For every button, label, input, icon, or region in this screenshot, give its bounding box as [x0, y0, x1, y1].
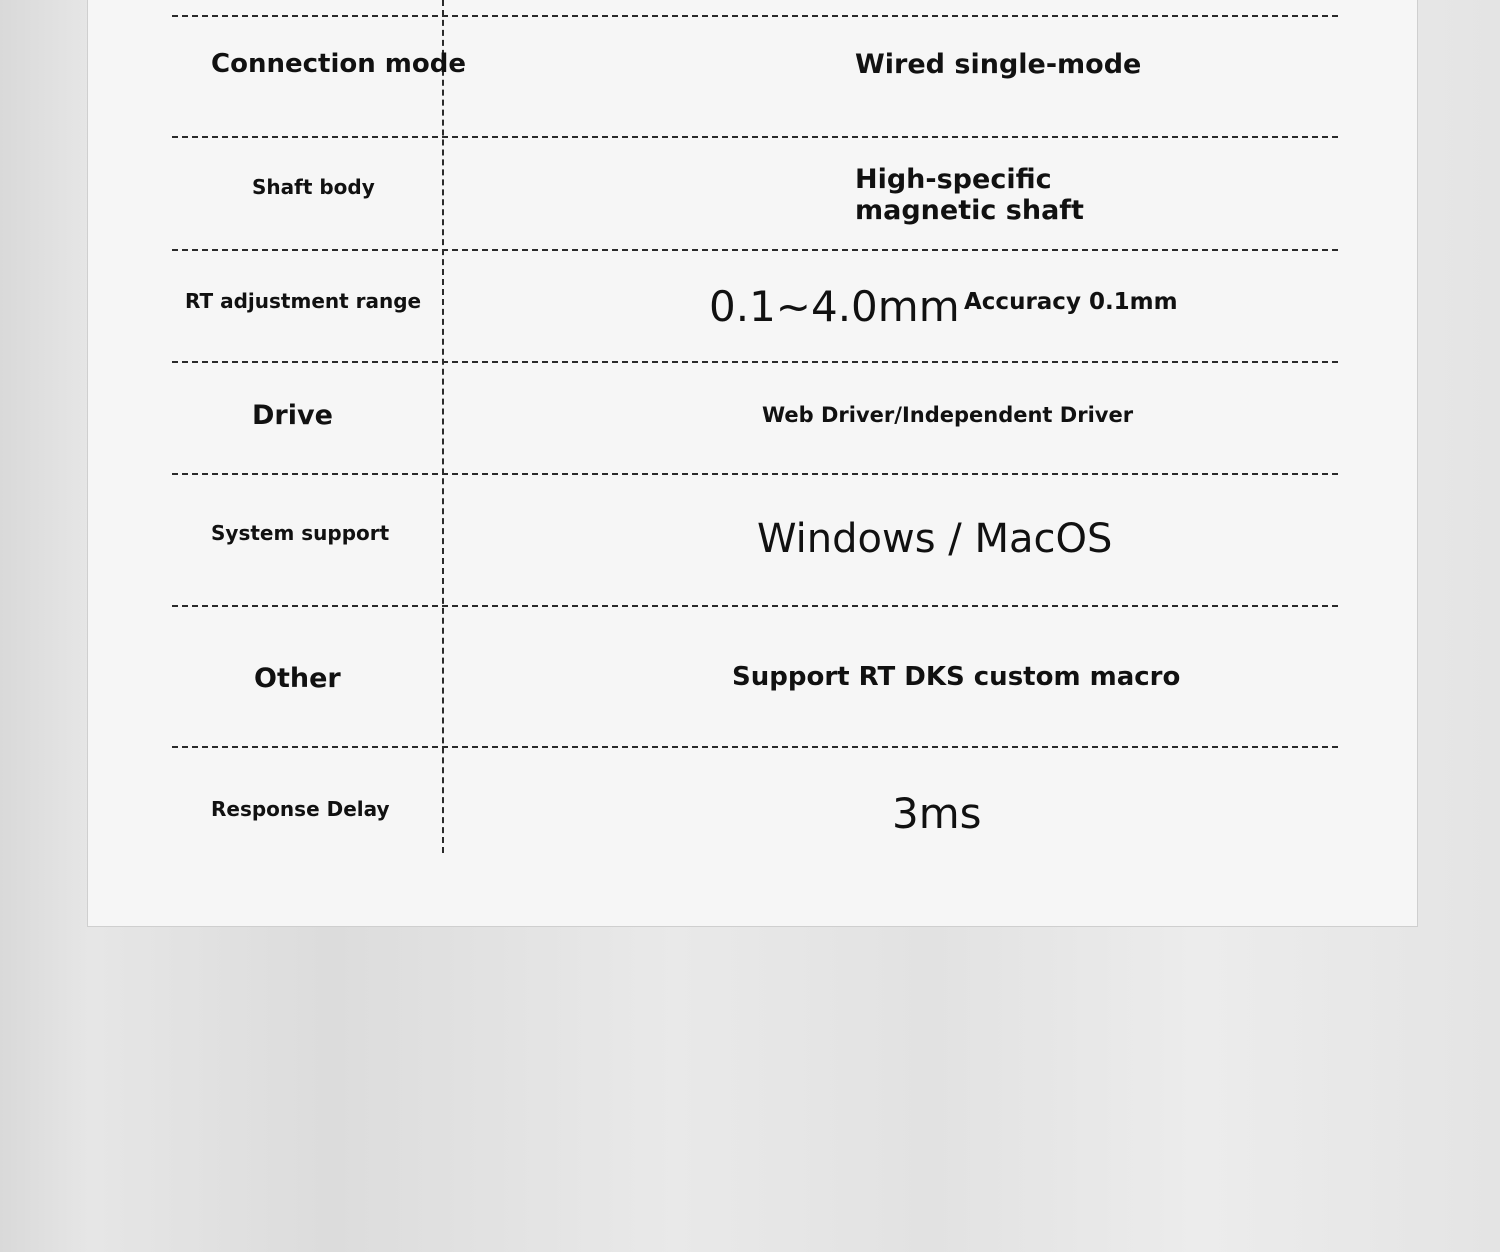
- row-divider: [172, 15, 1338, 17]
- row-divider: [172, 473, 1338, 475]
- row-value-system-support: Windows / MacOS: [757, 516, 1113, 562]
- row-divider: [172, 136, 1338, 138]
- row-divider: [172, 605, 1338, 607]
- row-label-shaft-body: Shaft body: [252, 175, 375, 199]
- row-divider: [172, 746, 1338, 748]
- row-divider: [172, 361, 1338, 363]
- spec-card: [87, 0, 1418, 927]
- row-label-rt-range: RT adjustment range: [185, 289, 422, 313]
- row-label-system-support: System support: [211, 521, 390, 545]
- row-value-response-delay: 3ms: [892, 789, 982, 838]
- row-value-drive: Web Driver/Independent Driver: [762, 403, 1134, 427]
- row-value-rt-range: 0.1~4.0mm: [709, 282, 960, 331]
- column-divider: [442, 0, 444, 853]
- row-value-connection-mode: Wired single-mode: [855, 49, 1142, 80]
- row-value-shaft-body-line2: magnetic shaft: [855, 195, 1084, 226]
- row-value-rt-accuracy: Accuracy 0.1mm: [964, 289, 1178, 315]
- row-label-drive: Drive: [252, 400, 333, 431]
- row-label-connection-mode: Connection mode: [211, 49, 466, 79]
- row-label-response-delay: Response Delay: [211, 797, 390, 821]
- row-divider: [172, 249, 1338, 251]
- row-label-other: Other: [254, 663, 341, 694]
- row-value-shaft-body-line1: High-specific: [855, 164, 1052, 195]
- row-value-other: Support RT DKS custom macro: [732, 662, 1181, 692]
